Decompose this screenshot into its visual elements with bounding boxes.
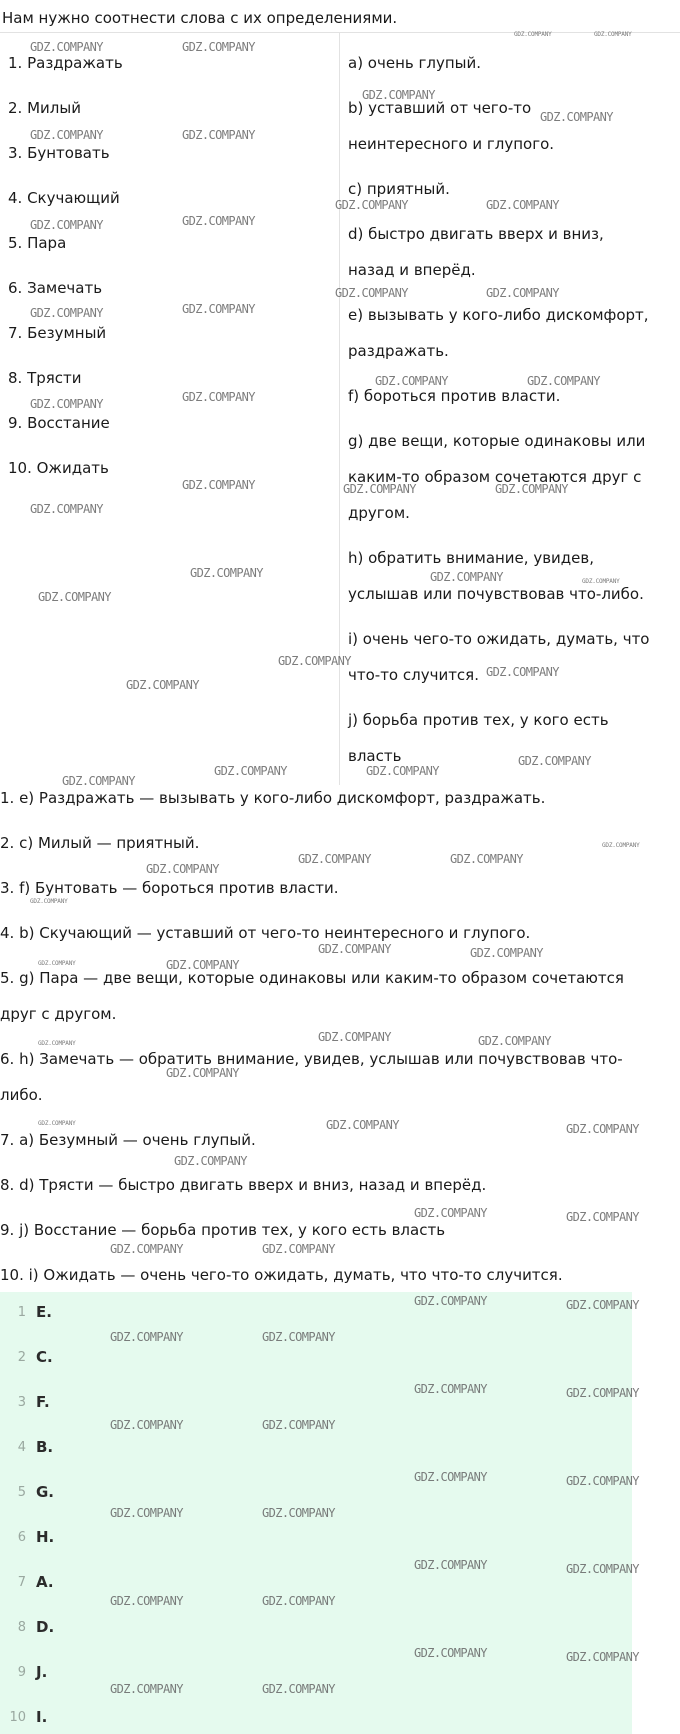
key-row	[0, 1617, 632, 1641]
watermark: GDZ.COMPANY	[362, 88, 435, 102]
watermark: GDZ.COMPANY	[30, 397, 103, 411]
watermark: GDZ.COMPANY	[182, 214, 255, 228]
watermark: GDZ.COMPANY	[566, 1562, 639, 1576]
watermark: GDZ.COMPANY	[414, 1470, 487, 1484]
key-letter: D.	[36, 1618, 55, 1636]
watermark: GDZ.COMPANY	[566, 1386, 639, 1400]
watermark: GDZ.COMPANY	[30, 128, 103, 142]
watermark: GDZ.COMPANY	[190, 566, 263, 580]
answer-line: 5. g) Пара — две вещи, которые одинаковы или каким-то образом сочетаются	[0, 969, 624, 987]
key-number: 7	[17, 1575, 26, 1590]
answer-line: 4. b) Скучающий — уставший от чего-то неинтересного и глупого.	[0, 924, 531, 942]
watermark: GDZ.COMPANY	[166, 1066, 239, 1080]
watermark: GDZ.COMPANY	[110, 1594, 183, 1608]
watermark: GDZ.COMPANY	[262, 1330, 335, 1344]
watermark: GDZ.COMPANY	[527, 374, 600, 388]
definition-line: i) очень чего-то ожидать, думать, что	[348, 630, 650, 648]
key-letter: C.	[36, 1348, 53, 1366]
word-item: 3. Бунтовать	[8, 144, 110, 162]
watermark: GDZ.COMPANY	[566, 1474, 639, 1488]
word-item: 1. Раздражать	[8, 54, 123, 72]
definition-line: j) борьба против тех, у кого есть	[348, 711, 609, 729]
word-item: 10. Ожидать	[8, 459, 109, 477]
word-item: 9. Восстание	[8, 414, 110, 432]
answer-line: либо.	[0, 1086, 43, 1104]
watermark: GDZ.COMPANY	[478, 1034, 551, 1048]
watermark: GDZ.COMPANY	[30, 502, 103, 516]
watermark: GDZ.COMPANY	[262, 1418, 335, 1432]
watermark: GDZ.COMPANY	[582, 578, 620, 585]
definition-line: d) быстро двигать вверх и вниз,	[348, 225, 604, 243]
definition-line: b) уставший от чего-то	[348, 99, 532, 117]
watermark: GDZ.COMPANY	[518, 754, 591, 768]
answer-line: 7. a) Безумный — очень глупый.	[0, 1131, 256, 1149]
watermark: GDZ.COMPANY	[30, 306, 103, 320]
watermark: GDZ.COMPANY	[262, 1506, 335, 1520]
watermark: GDZ.COMPANY	[214, 764, 287, 778]
watermark: GDZ.COMPANY	[174, 1154, 247, 1168]
watermark: GDZ.COMPANY	[38, 590, 111, 604]
watermark: GDZ.COMPANY	[450, 852, 523, 866]
watermark: GDZ.COMPANY	[343, 482, 416, 496]
key-letter: B.	[36, 1438, 54, 1456]
watermark: GDZ.COMPANY	[486, 198, 559, 212]
answer-line: 2. c) Милый — приятный.	[0, 834, 200, 852]
definition-line: a) очень глупый.	[348, 54, 482, 72]
key-letter: A.	[36, 1573, 54, 1591]
key-letter: J.	[36, 1663, 48, 1681]
answer-line: 8. d) Трясти — быстро двигать вверх и вниз, назад и вперёд.	[0, 1176, 487, 1194]
word-item: 7. Безумный	[8, 324, 107, 342]
watermark: GDZ.COMPANY	[566, 1210, 639, 1224]
watermark: GDZ.COMPANY	[414, 1382, 487, 1396]
answer-line: друг с другом.	[0, 1005, 117, 1023]
watermark: GDZ.COMPANY	[30, 898, 68, 905]
answer-line: 3. f) Бунтовать — бороться против власти.	[0, 879, 339, 897]
watermark: GDZ.COMPANY	[126, 678, 199, 692]
definition-line: власть	[348, 747, 402, 765]
definition-line: g) две вещи, которые одинаковы или	[348, 432, 646, 450]
answer-line: 1. e) Раздражать — вызывать у кого-либо дискомфорт, раздражать.	[0, 789, 546, 807]
watermark: GDZ.COMPANY	[335, 198, 408, 212]
key-number: 8	[17, 1620, 26, 1635]
key-number: 2	[17, 1350, 26, 1365]
watermark: GDZ.COMPANY	[110, 1418, 183, 1432]
answer-line: 6. h) Замечать — обратить внимание, увидев, услышав или почувствовав что-	[0, 1050, 623, 1068]
watermark: GDZ.COMPANY	[594, 31, 632, 38]
watermark: GDZ.COMPANY	[182, 478, 255, 492]
watermark: GDZ.COMPANY	[182, 128, 255, 142]
watermark: GDZ.COMPANY	[495, 482, 568, 496]
watermark: GDZ.COMPANY	[335, 286, 408, 300]
key-number: 1	[17, 1305, 26, 1320]
watermark: GDZ.COMPANY	[262, 1594, 335, 1608]
key-row	[0, 1437, 632, 1461]
watermark: GDZ.COMPANY	[62, 774, 135, 788]
word-item: 4. Скучающий	[8, 189, 120, 207]
key-number: 4	[17, 1440, 26, 1455]
watermark: GDZ.COMPANY	[262, 1242, 335, 1256]
definition-line: раздражать.	[348, 342, 449, 360]
watermark: GDZ.COMPANY	[166, 958, 239, 972]
definition-line: h) обратить внимание, увидев,	[348, 549, 594, 567]
column-divider	[339, 33, 340, 785]
definition-line: другом.	[348, 504, 410, 522]
key-letter: H.	[36, 1528, 55, 1546]
watermark: GDZ.COMPANY	[30, 40, 103, 54]
watermark: GDZ.COMPANY	[182, 302, 255, 316]
watermark: GDZ.COMPANY	[30, 218, 103, 232]
watermark: GDZ.COMPANY	[566, 1122, 639, 1136]
watermark: GDZ.COMPANY	[430, 570, 503, 584]
definition-line: каким-то образом сочетаются друг с	[348, 468, 642, 486]
answer-line: 9. j) Восстание — борьба против тех, у кого есть власть	[0, 1221, 446, 1239]
key-letter: E.	[36, 1303, 52, 1321]
key-row	[0, 1347, 632, 1371]
watermark: GDZ.COMPANY	[470, 946, 543, 960]
word-item: 8. Трясти	[8, 369, 82, 387]
watermark: GDZ.COMPANY	[298, 852, 371, 866]
key-number: 9	[17, 1665, 26, 1680]
key-letter: I.	[36, 1708, 48, 1726]
definition-line: назад и вперёд.	[348, 261, 476, 279]
key-row	[0, 1707, 632, 1731]
key-row	[0, 1392, 632, 1416]
watermark: GDZ.COMPANY	[262, 1682, 335, 1696]
word-item: 2. Милый	[8, 99, 81, 117]
watermark: GDZ.COMPANY	[414, 1646, 487, 1660]
watermark: GDZ.COMPANY	[182, 40, 255, 54]
watermark: GDZ.COMPANY	[375, 374, 448, 388]
watermark: GDZ.COMPANY	[110, 1242, 183, 1256]
key-number: 6	[17, 1530, 26, 1545]
watermark: GDZ.COMPANY	[318, 942, 391, 956]
word-item: 6. Замечать	[8, 279, 103, 297]
watermark: GDZ.COMPANY	[182, 390, 255, 404]
key-letter: G.	[36, 1483, 55, 1501]
watermark: GDZ.COMPANY	[326, 1118, 399, 1132]
watermark: GDZ.COMPANY	[566, 1650, 639, 1664]
definition-line: f) бороться против власти.	[348, 387, 561, 405]
key-number: 3	[17, 1395, 26, 1410]
key-row	[0, 1302, 632, 1326]
watermark: GDZ.COMPANY	[318, 1030, 391, 1044]
definition-line: e) вызывать у кого-либо дискомфорт,	[348, 306, 649, 324]
definition-line: услышав или почувствовав что-либо.	[348, 585, 644, 603]
watermark: GDZ.COMPANY	[38, 1040, 76, 1047]
answer-line: 10. i) Ожидать — очень чего-то ожидать, думать, что что-то случится.	[0, 1266, 563, 1284]
watermark: GDZ.COMPANY	[38, 1120, 76, 1127]
definition-line: неинтересного и глупого.	[348, 135, 555, 153]
watermark: GDZ.COMPANY	[366, 764, 439, 778]
watermark: GDZ.COMPANY	[602, 842, 640, 849]
watermark: GDZ.COMPANY	[110, 1682, 183, 1696]
key-row	[0, 1527, 632, 1551]
watermark: GDZ.COMPANY	[278, 654, 351, 668]
key-number: 10	[9, 1710, 26, 1725]
watermark: GDZ.COMPANY	[414, 1206, 487, 1220]
watermark: GDZ.COMPANY	[486, 286, 559, 300]
intro-text: Нам нужно соотнести слова с их определениями.	[2, 9, 398, 27]
word-item: 5. Пара	[8, 234, 67, 252]
definition-line: c) приятный.	[348, 180, 450, 198]
watermark: GDZ.COMPANY	[110, 1330, 183, 1344]
watermark: GDZ.COMPANY	[414, 1558, 487, 1572]
definition-line: что-то случится.	[348, 666, 479, 684]
watermark: GDZ.COMPANY	[486, 665, 559, 679]
key-row	[0, 1572, 632, 1596]
key-number: 5	[17, 1485, 26, 1500]
watermark: GDZ.COMPANY	[146, 862, 219, 876]
key-row	[0, 1482, 632, 1506]
watermark: GDZ.COMPANY	[540, 110, 613, 124]
watermark: GDZ.COMPANY	[566, 1298, 639, 1312]
watermark: GDZ.COMPANY	[110, 1506, 183, 1520]
watermark: GDZ.COMPANY	[514, 31, 552, 38]
watermark: GDZ.COMPANY	[414, 1294, 487, 1308]
watermark: GDZ.COMPANY	[38, 960, 76, 967]
key-letter: F.	[36, 1393, 50, 1411]
